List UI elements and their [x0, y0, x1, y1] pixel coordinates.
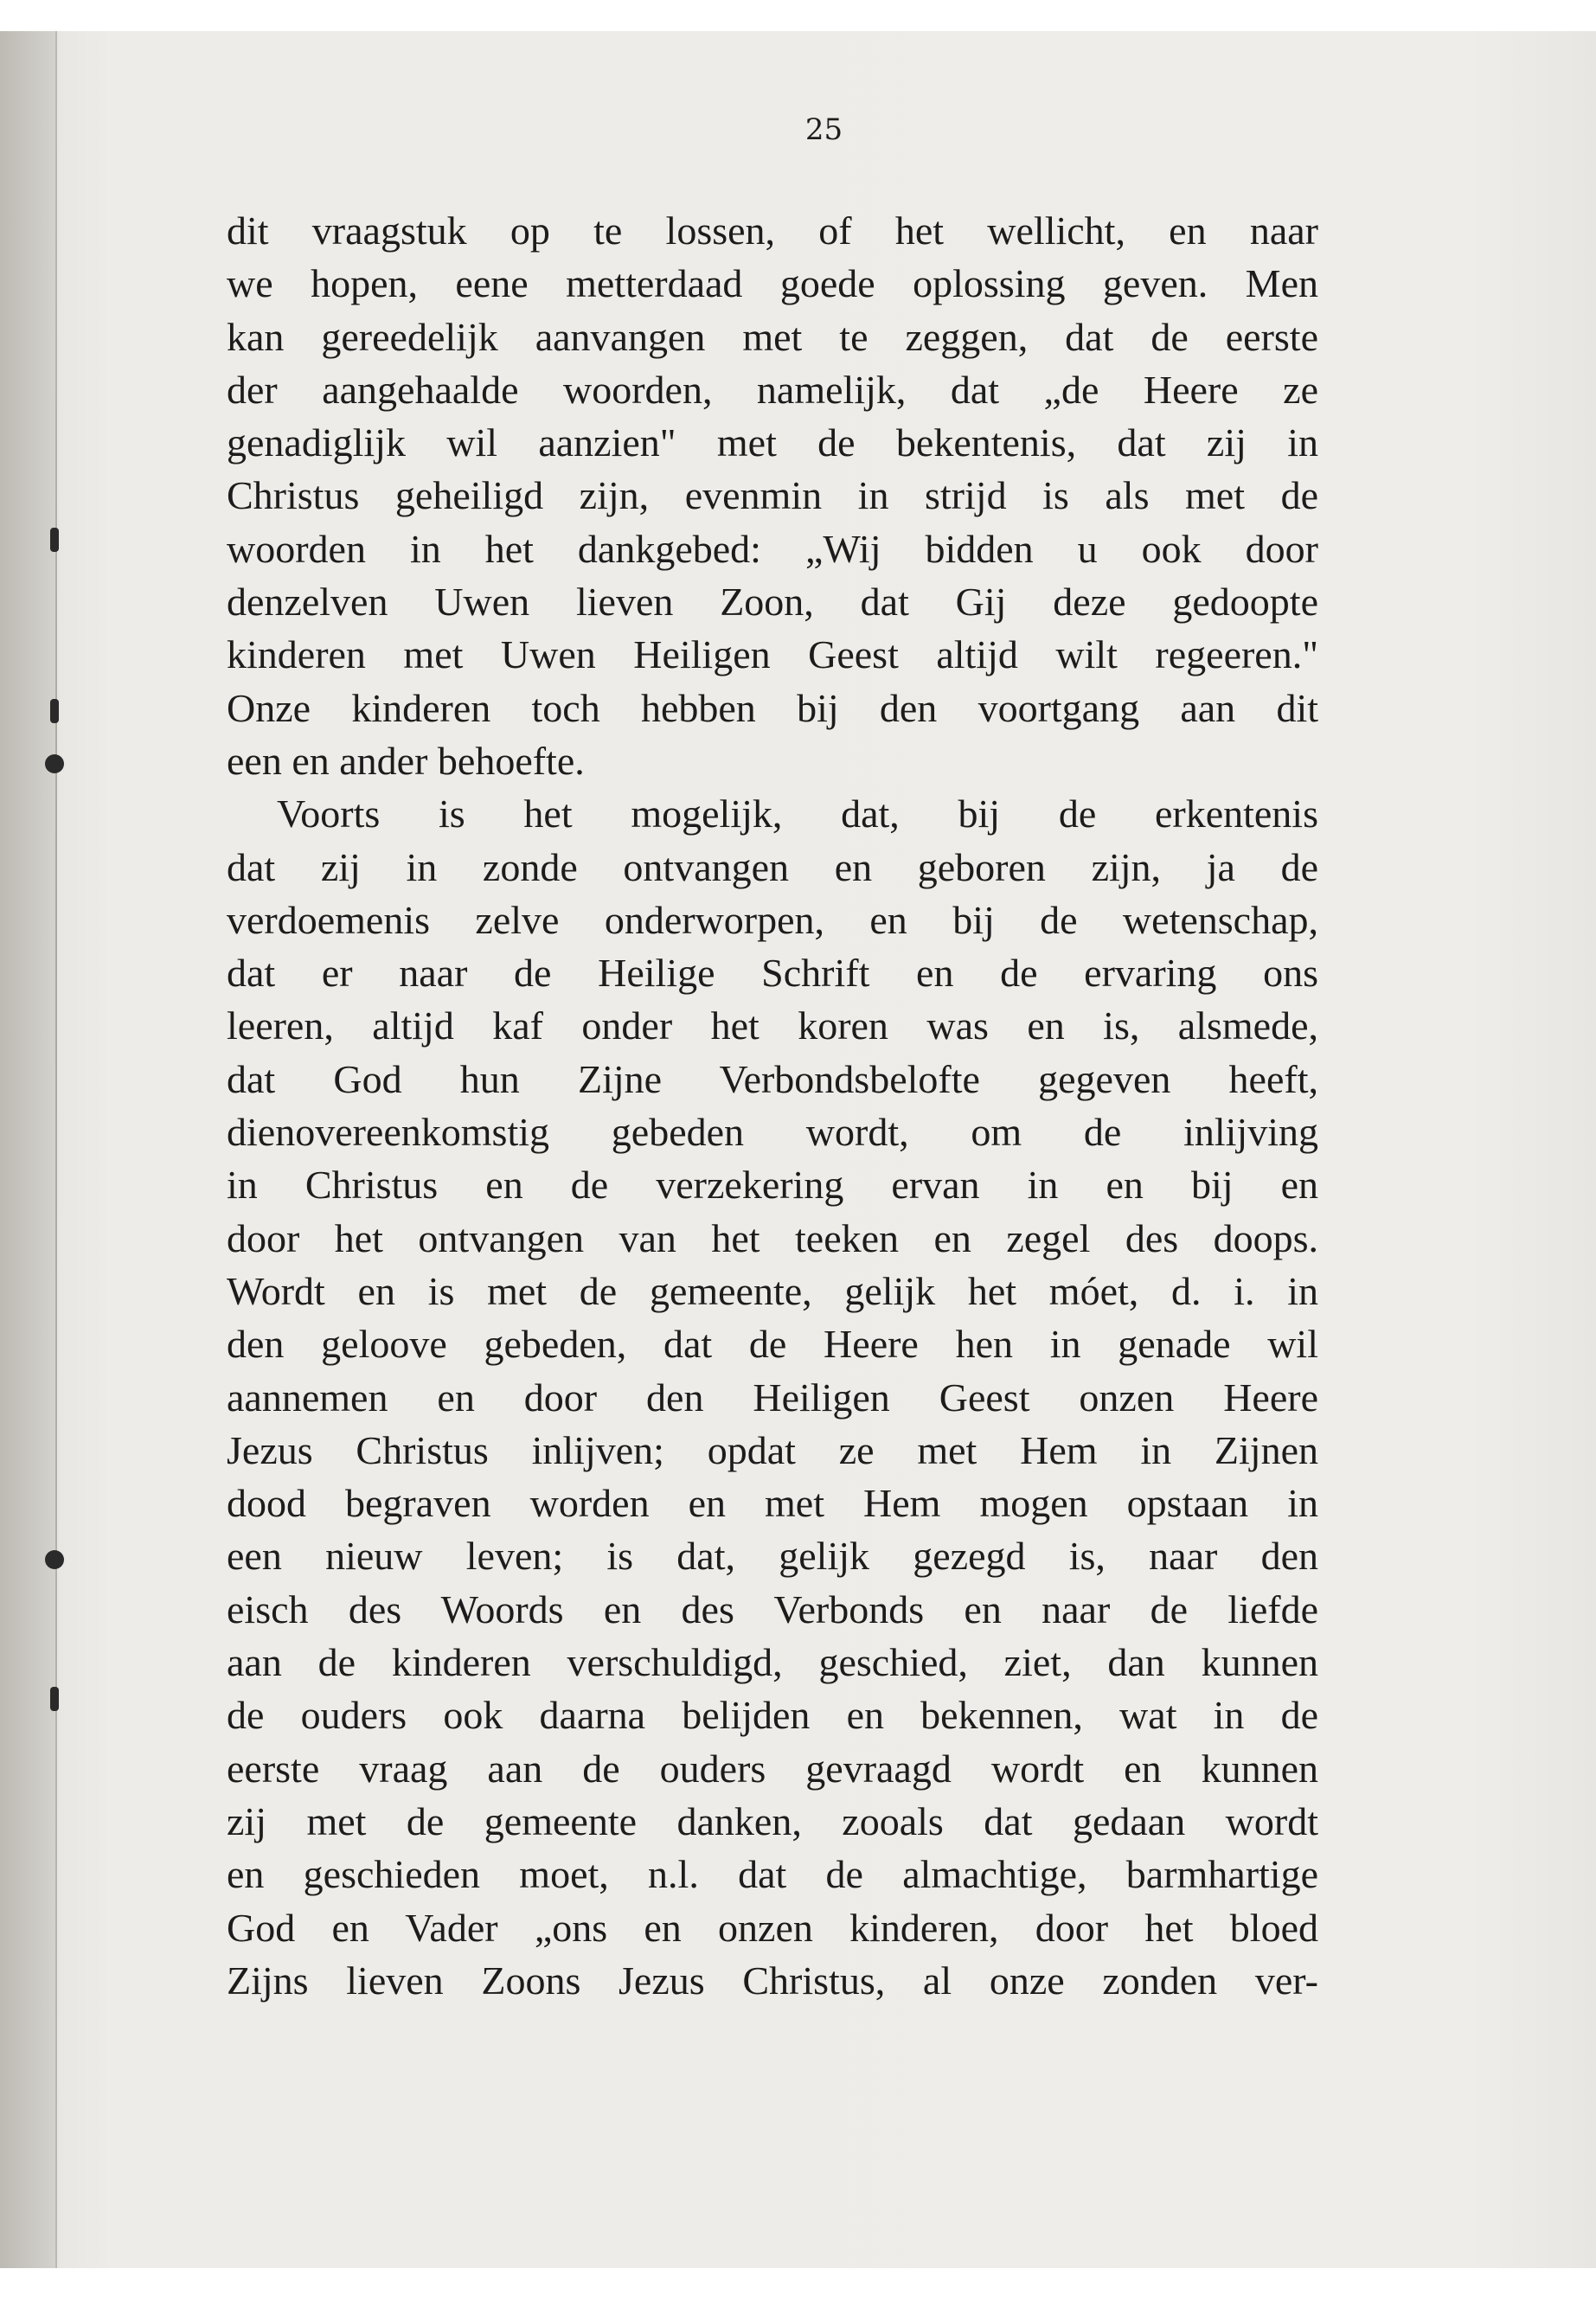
text-line: dat God hun Zijne Verbondsbelofte gegeven heeft, [227, 1056, 1318, 1101]
text-line: den geloove gebeden, dat de Heere hen in genade wil [227, 1322, 1318, 1367]
text-line: God en Vader „ons en onzen kinderen, door het bloed [227, 1905, 1318, 1950]
book-gutter [0, 31, 55, 2268]
text-line: een nieuw leven; is dat, gelijk gezegd is, naar den [227, 1534, 1318, 1579]
binding-thread-mark [50, 699, 59, 723]
text-line: eisch des Woords en des Verbonds en naar de liefde [227, 1586, 1318, 1631]
text-line: denzelven Uwen lieven Zoon, dat Gij deze gedoopte [227, 580, 1318, 625]
text-line: Wordt en is met de gemeente, gelijk het móet, d. i. in [227, 1268, 1318, 1313]
binding-thread-knot [45, 754, 64, 773]
text-line: we hopen, eene metterdaad goede oplossing geven. Men [227, 261, 1318, 306]
body-text [227, 204, 1318, 2007]
text-line: dood begraven worden en met Hem mogen opstaan in [227, 1481, 1318, 1526]
text-line: Voorts is het mogelijk, dat, bij de erkentenis [277, 792, 1318, 836]
text-line: de ouders ook daarna belijden en bekennen, wat in de [227, 1693, 1318, 1738]
text-line: dienovereenkomstig gebeden wordt, om de inlijving [227, 1110, 1318, 1155]
text-line: woorden in het dankgebed: „Wij bidden u ook door [227, 526, 1318, 571]
text-line: der aangehaalde woorden, namelijk, dat „de Heere ze [227, 367, 1318, 412]
text-line: Zijns lieven Zoons Jezus Christus, al onze zonden ver- [227, 1958, 1318, 2003]
text-line: dat zij in zonde ontvangen en geboren zijn, ja de [227, 844, 1318, 889]
binding-thread-knot [45, 1550, 64, 1569]
text-line: kan gereedelijk aanvangen met te zeggen, dat de eerste [227, 314, 1318, 359]
binding-thread-mark [50, 528, 59, 552]
text-line: zij met de gemeente danken, zooals dat gedaan wordt [227, 1798, 1318, 1843]
text-line: Onze kinderen toch hebben bij den voortgang aan dit [227, 685, 1318, 730]
text-line: aan de kinderen verschuldigd, geschied, ziet, dan kunnen [227, 1640, 1318, 1685]
text-line: in Christus en de verzekering ervan in en bij en [227, 1163, 1318, 1208]
paragraph [227, 787, 1318, 2007]
text-line: verdoemenis zelve onderworpen, en bij de wetenschap, [227, 897, 1318, 942]
text-line: genadiglijk wil aanzien" met de bekentenis, dat zij in [227, 420, 1318, 465]
page-number: 25 [804, 112, 843, 147]
text-line: door het ontvangen van het teeken en zegel des doops. [227, 1215, 1318, 1260]
text-line: eerste vraag aan de ouders gevraagd wordt en kunnen [227, 1746, 1318, 1791]
text-line: Christus geheiligd zijn, evenmin in strijd is als met de [227, 473, 1318, 518]
text-line: en geschieden moet, n.l. dat de almachtige, barmhartige [227, 1852, 1318, 1897]
text-line: leeren, altijd kaf onder het koren was en is, alsmede, [227, 1003, 1318, 1048]
text-line: dat er naar de Heilige Schrift en de ervaring ons [227, 951, 1318, 996]
text-line: dit vraagstuk op te lossen, of het wellicht, en naar [227, 208, 1318, 253]
text-line: Jezus Christus inlijven; opdat ze met Hem in Zijnen [227, 1427, 1318, 1472]
paragraph [227, 204, 1318, 787]
text-line: aannemen en door den Heiligen Geest onzen Heere [227, 1375, 1318, 1420]
text-line: een en ander behoefte. [227, 738, 585, 783]
binding-thread-mark [50, 1687, 59, 1711]
gutter-fold-line [55, 31, 57, 2268]
text-line: kinderen met Uwen Heiligen Geest altijd wilt regeeren." [227, 632, 1318, 677]
